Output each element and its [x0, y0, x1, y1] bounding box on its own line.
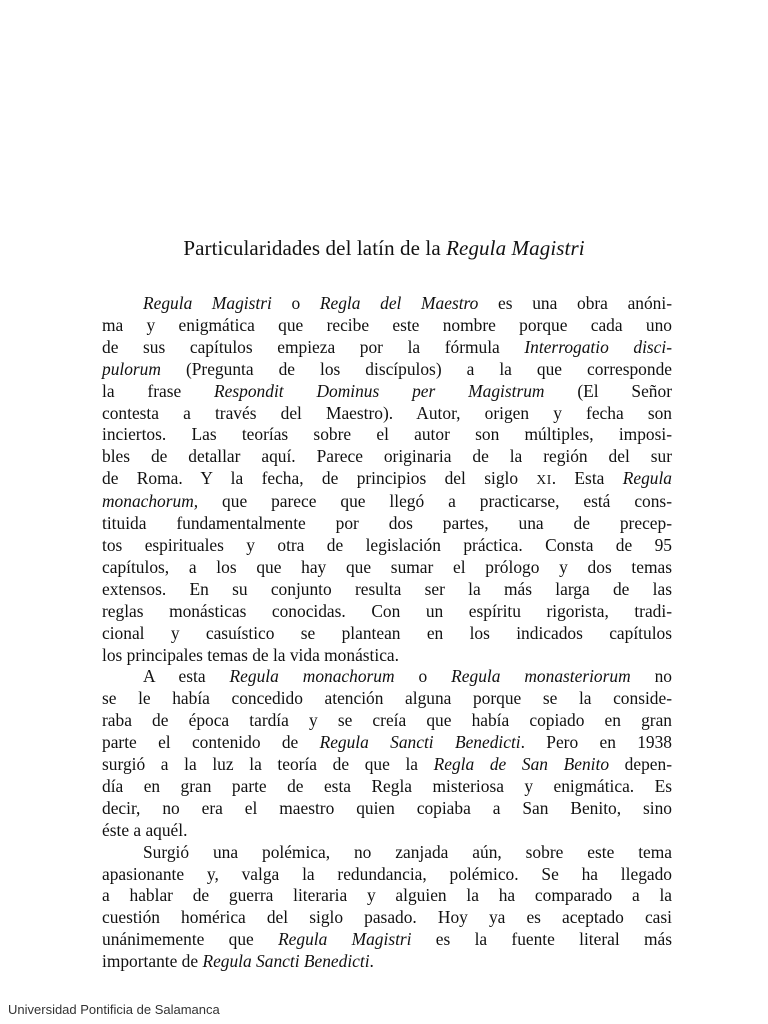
italic-text: monachorum,: [102, 491, 199, 512]
text-line: [102, 907, 672, 929]
text-segment: importante de: [102, 951, 203, 972]
italic-text: Regula Magistri: [278, 929, 412, 950]
text-line: [102, 798, 672, 820]
italic-text: Regla del Maestro: [319, 293, 479, 313]
text-segment: es una obra anóni-: [478, 293, 672, 313]
text-segment: contesta a través del Maestro). Autor, origen y fecha son: [102, 402, 672, 423]
text-segment: a hablar de guerra literaria y alguien la ha comparado a la: [102, 885, 672, 906]
text-line: [102, 645, 672, 667]
text-line: [102, 446, 672, 468]
text-line: [102, 293, 672, 315]
text-line: [102, 513, 672, 535]
text-line: [102, 579, 672, 601]
text-line: [102, 951, 672, 973]
paragraph: [102, 842, 672, 973]
text-line: [102, 820, 672, 842]
text-segment: éste a aquél.: [102, 819, 188, 840]
text-segment: ma y enigmática que recibe este nombre porque cada uno: [102, 314, 672, 335]
text-segment: inciertos. Las teorías sobre el autor son múltiples, imposi-: [102, 424, 672, 445]
italic-text: Regula Sancti Benedicti: [202, 951, 370, 972]
italic-text: Regula monachorum: [229, 666, 395, 687]
text-segment: (Pregunta de los discípulos) a la que corresponde: [160, 358, 672, 379]
text-line: [102, 557, 672, 579]
text-segment: cuestión homérica del siglo pasado. Hoy ya es aceptado casi: [102, 907, 672, 928]
text-line: [102, 491, 672, 513]
text-line: [102, 315, 672, 337]
italic-text: Regula Sancti Benedicti: [319, 732, 521, 753]
text-segment: extensos. En su conjunto resulta ser la más larga de las: [102, 578, 672, 599]
text-line: [102, 623, 672, 645]
text-line: [102, 776, 672, 798]
text-line: [102, 666, 672, 688]
title-italic: Regula Magistri: [446, 236, 585, 260]
text-segment: . Pero en 1938: [520, 732, 672, 753]
text-segment: parte el contenido de: [102, 732, 320, 753]
text-segment: tituida fundamentalmente por dos partes, una de precep-: [102, 513, 672, 534]
text-segment: de sus capítulos empieza por la fórmula: [102, 336, 525, 357]
text-segment: no: [630, 666, 672, 687]
italic-text: Regula monasteriorum: [451, 666, 631, 687]
italic-text: Regla de San Benito: [433, 754, 610, 775]
text-segment: A esta: [143, 666, 230, 687]
text-segment: de Roma. Y la fecha, de principios del siglo: [102, 468, 537, 489]
italic-text: Regula Magistri: [143, 293, 272, 313]
text-segment: capítulos, a los que hay que sumar el prólogo y dos temas: [102, 556, 672, 577]
text-segment: la frase: [102, 380, 215, 401]
text-segment: tos espirituales y otra de legislación práctica. Consta de 95: [102, 534, 672, 555]
text-segment: apasionante y, valga la redundancia, polémico. Se ha llegado: [102, 863, 672, 884]
text-segment: o: [271, 293, 320, 313]
text-line: [102, 535, 672, 557]
text-line: [102, 885, 672, 907]
text-segment: decir, no era el maestro quien copiaba a San Benito, sino: [102, 797, 672, 818]
text-line: [102, 403, 672, 425]
text-line: [102, 754, 672, 776]
text-line: [102, 842, 672, 864]
text-line: [102, 929, 672, 951]
title-plain: Particularidades del latín de la: [183, 236, 447, 260]
page-title: [0, 236, 768, 261]
text-segment: depen-: [609, 754, 672, 775]
italic-text: pulorum: [102, 358, 161, 379]
text-segment: día en gran parte de esta Regla misteriosa y enigmática. Es: [102, 775, 672, 796]
text-segment: se le había concedido atención alguna porque se la conside-: [102, 688, 672, 709]
text-segment: .: [369, 951, 374, 972]
text-line: [102, 710, 672, 732]
text-segment: (El Señor: [544, 380, 672, 401]
text-segment: cional y casuístico se plantean en los indicados capítulos: [102, 622, 672, 643]
text-segment: o: [394, 666, 452, 687]
text-line: [102, 468, 672, 491]
text-segment: XI: [536, 472, 552, 488]
italic-text: Regula: [622, 468, 672, 489]
paragraph: [102, 666, 672, 841]
text-line: [102, 359, 672, 381]
text-segment: surgió a la luz la teoría de que la: [102, 754, 434, 775]
text-segment: Surgió una polémica, no zanjada aún, sobre este tema: [143, 841, 672, 862]
text-line: [102, 381, 672, 403]
text-line: [102, 424, 672, 446]
text-segment: bles de detallar aquí. Parece originaria de la región del sur: [102, 446, 672, 467]
paragraph: [102, 293, 672, 666]
text-line: [102, 732, 672, 754]
text-segment: que parece que llegó a practicarse, está cons-: [198, 491, 672, 512]
body-text: [102, 293, 672, 973]
text-segment: unánimemente que: [102, 929, 279, 950]
text-segment: . Esta: [551, 468, 623, 489]
text-line: [102, 601, 672, 623]
italic-text: Interrogatio disci-: [524, 336, 673, 357]
text-segment: es la fuente literal más: [411, 929, 672, 950]
footer-watermark: Universidad Pontificia de Salamanca: [8, 1002, 220, 1017]
text-segment: raba de época tardía y se creía que había copiado en gran: [102, 710, 672, 731]
text-line: [102, 337, 672, 359]
text-segment: reglas monásticas conocidas. Con un espíritu rigorista, tradi-: [102, 600, 672, 621]
text-segment: los principales temas de la vida monástica.: [102, 644, 399, 665]
text-line: [102, 864, 672, 886]
text-line: [102, 688, 672, 710]
italic-text: Respondit Dominus per Magistrum: [214, 380, 545, 401]
